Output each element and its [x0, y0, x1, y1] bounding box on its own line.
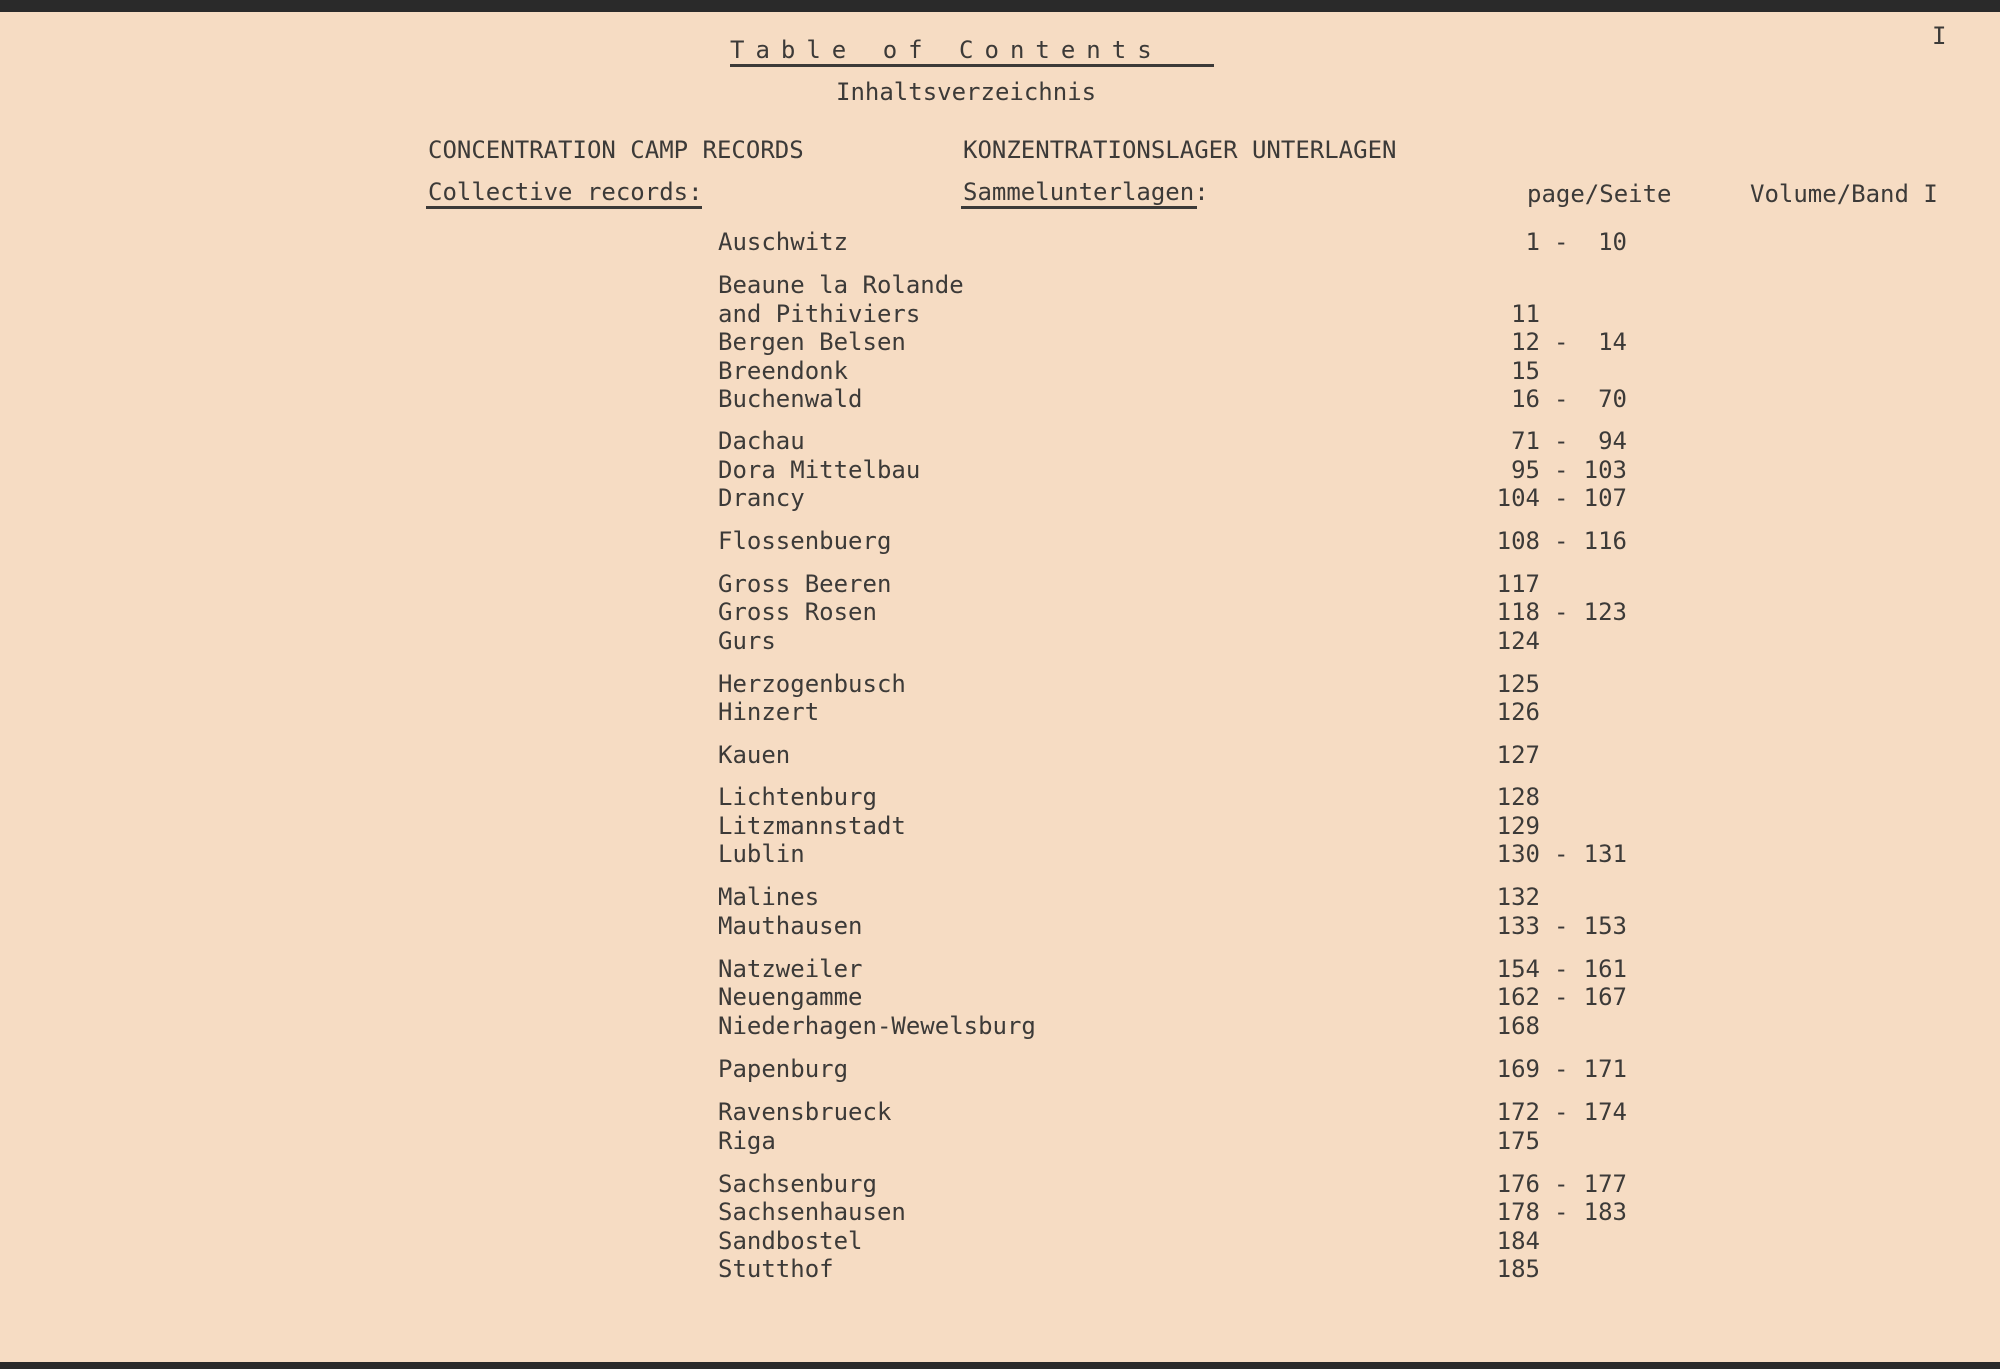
toc-entry — [0, 456, 2000, 486]
toc-entry-end-page: 10 — [1598, 228, 1627, 256]
toc-entry — [0, 357, 2000, 387]
toc-entry-start-page: 126 — [1496, 698, 1540, 726]
toc-entry-name: Bergen Belsen — [718, 328, 906, 356]
toc-entry-name: Neuengamme — [718, 983, 863, 1011]
toc-entry-start-page: 1 — [1525, 228, 1540, 256]
toc-entry-range-dash: - — [1554, 1098, 1569, 1126]
toc-entry-range-dash: - — [1554, 1170, 1569, 1198]
toc-entry — [0, 783, 2000, 813]
toc-entry-end-page: 161 — [1583, 955, 1627, 983]
toc-entry-name: and Pithiviers — [718, 300, 921, 328]
toc-entry-start-page: 130 — [1496, 840, 1540, 868]
page-roman-numeral: I — [1932, 22, 1947, 50]
toc-entry-name: Ravensbrueck — [718, 1098, 892, 1126]
toc-entry-start-page: 168 — [1496, 1012, 1540, 1040]
toc-entry-range-dash: - — [1554, 385, 1569, 413]
toc-entry-start-page: 169 — [1496, 1055, 1540, 1083]
toc-entry-start-page: 125 — [1496, 670, 1540, 698]
toc-entry — [0, 1012, 2000, 1042]
toc-entry-range-dash: - — [1554, 955, 1569, 983]
toc-entry-name: Mauthausen — [718, 912, 863, 940]
toc-entry-start-page: 15 — [1511, 357, 1540, 385]
toc-entry-start-page: 162 — [1496, 983, 1540, 1011]
toc-entry — [0, 627, 2000, 657]
toc-entry-name: Herzogenbusch — [718, 670, 906, 698]
toc-entry — [0, 883, 2000, 913]
toc-entry-start-page: 132 — [1496, 883, 1540, 911]
toc-entry-start-page: 11 — [1511, 300, 1540, 328]
page-title: Table of Contents — [730, 36, 1163, 64]
toc-entry — [0, 955, 2000, 985]
toc-entry-end-page: 183 — [1583, 1198, 1627, 1226]
toc-entry — [0, 1198, 2000, 1228]
toc-entry — [0, 812, 2000, 842]
toc-entry-name: Beaune la Rolande — [718, 271, 964, 299]
toc-entry — [0, 484, 2000, 514]
toc-entry — [0, 741, 2000, 771]
toc-entry — [0, 271, 2000, 301]
toc-entry-start-page: 128 — [1496, 783, 1540, 811]
toc-entry-start-page: 71 — [1511, 427, 1540, 455]
toc-entry-name: Dachau — [718, 427, 805, 455]
toc-entry-end-page: 70 — [1598, 385, 1627, 413]
toc-entry — [0, 300, 2000, 330]
toc-entry-name: Dora Mittelbau — [718, 456, 921, 484]
toc-entry-end-page: 123 — [1583, 598, 1627, 626]
toc-entry-start-page: 178 — [1496, 1198, 1540, 1226]
toc-entry-name: Litzmannstadt — [718, 812, 906, 840]
toc-entry-start-page: 12 — [1511, 328, 1540, 356]
toc-entry — [0, 1227, 2000, 1257]
toc-entry — [0, 983, 2000, 1013]
toc-entry — [0, 228, 2000, 258]
toc-entry-name: Buchenwald — [718, 385, 863, 413]
toc-entry-name: Malines — [718, 883, 820, 911]
toc-entry-range-dash: - — [1554, 840, 1569, 868]
toc-entry-name: Kauen — [718, 741, 791, 769]
toc-entry-start-page: 176 — [1496, 1170, 1540, 1198]
heading-german: KONZENTRATIONSLAGER UNTERLAGEN — [963, 136, 1397, 164]
toc-entry-end-page: 171 — [1583, 1055, 1627, 1083]
toc-entry-end-page: 174 — [1583, 1098, 1627, 1126]
toc-entry-end-page: 177 — [1583, 1170, 1627, 1198]
toc-entry-start-page: 124 — [1496, 627, 1540, 655]
toc-entry-end-page: 167 — [1583, 983, 1627, 1011]
document-page — [0, 12, 2000, 1362]
toc-entry-name: Drancy — [718, 484, 805, 512]
toc-entry-start-page: 133 — [1496, 912, 1540, 940]
subheading-english-underline — [426, 206, 702, 209]
toc-entry-start-page: 104 — [1496, 484, 1540, 512]
toc-entry-name: Niederhagen-Wewelsburg — [718, 1012, 1036, 1040]
toc-entry-range-dash: - — [1554, 484, 1569, 512]
toc-entry-range-dash: - — [1554, 427, 1569, 455]
toc-entry-name: Lichtenburg — [718, 783, 877, 811]
subheading-english: Collective records: — [428, 178, 703, 206]
toc-entry-name: Flossenbuerg — [718, 527, 892, 555]
toc-entry-name: Lublin — [718, 840, 805, 868]
toc-entry-start-page: 95 — [1511, 456, 1540, 484]
column-header-volume: Volume/Band I — [1750, 180, 1938, 208]
toc-entry-start-page: 108 — [1496, 527, 1540, 555]
toc-entry-name: Sachsenhausen — [718, 1198, 906, 1226]
toc-entry — [0, 1127, 2000, 1157]
toc-entry-start-page: 118 — [1496, 598, 1540, 626]
subheading-german: Sammelunterlagen: — [963, 178, 1209, 206]
toc-entry-range-dash: - — [1554, 228, 1569, 256]
toc-entry-start-page: 175 — [1496, 1127, 1540, 1155]
toc-entry — [0, 1055, 2000, 1085]
toc-entry-end-page: 14 — [1598, 328, 1627, 356]
toc-entry — [0, 1098, 2000, 1128]
toc-entry-start-page: 154 — [1496, 955, 1540, 983]
toc-entry-end-page: 94 — [1598, 427, 1627, 455]
toc-entry-end-page: 131 — [1583, 840, 1627, 868]
toc-entry — [0, 698, 2000, 728]
toc-entry-name: Breendonk — [718, 357, 849, 385]
heading-english: CONCENTRATION CAMP RECORDS — [428, 136, 804, 164]
toc-entry-end-page: 103 — [1583, 456, 1627, 484]
toc-entry-name: Papenburg — [718, 1055, 849, 1083]
toc-entry-name: Auschwitz — [718, 228, 849, 256]
toc-entry-name: Gurs — [718, 627, 776, 655]
toc-entry-range-dash: - — [1554, 1055, 1569, 1083]
toc-entry — [0, 1170, 2000, 1200]
toc-entry-range-dash: - — [1554, 983, 1569, 1011]
toc-entry-start-page: 129 — [1496, 812, 1540, 840]
title-underline — [730, 64, 1214, 67]
toc-entry-name: Hinzert — [718, 698, 820, 726]
toc-entry-end-page: 116 — [1583, 527, 1627, 555]
toc-entry — [0, 527, 2000, 557]
toc-entry-name: Sandbostel — [718, 1227, 863, 1255]
toc-entry — [0, 570, 2000, 600]
toc-entry — [0, 1255, 2000, 1285]
column-header-page: page/Seite — [1527, 180, 1672, 208]
subheading-german-underline — [961, 206, 1197, 209]
toc-entry-range-dash: - — [1554, 328, 1569, 356]
toc-entry-range-dash: - — [1554, 456, 1569, 484]
toc-entry-name: Natzweiler — [718, 955, 863, 983]
toc-entry-range-dash: - — [1554, 1198, 1569, 1226]
toc-entry-start-page: 16 — [1511, 385, 1540, 413]
toc-entry-name: Stutthof — [718, 1255, 834, 1283]
toc-entry — [0, 840, 2000, 870]
toc-entry-name: Riga — [718, 1127, 776, 1155]
toc-entry — [0, 670, 2000, 700]
toc-entry-end-page: 107 — [1583, 484, 1627, 512]
toc-entry-end-page: 153 — [1583, 912, 1627, 940]
toc-entry — [0, 328, 2000, 358]
toc-entry-start-page: 127 — [1496, 741, 1540, 769]
toc-entry — [0, 385, 2000, 415]
toc-entry-start-page: 117 — [1496, 570, 1540, 598]
toc-entry — [0, 598, 2000, 628]
toc-entry-start-page: 172 — [1496, 1098, 1540, 1126]
toc-entry-range-dash: - — [1554, 912, 1569, 940]
toc-entry-name: Gross Beeren — [718, 570, 892, 598]
toc-entry-start-page: 184 — [1496, 1227, 1540, 1255]
toc-entry-name: Gross Rosen — [718, 598, 877, 626]
toc-entry — [0, 427, 2000, 457]
toc-entry-start-page: 185 — [1496, 1255, 1540, 1283]
page-subtitle: Inhaltsverzeichnis — [836, 78, 1097, 106]
toc-entry-name: Sachsenburg — [718, 1170, 877, 1198]
toc-entry-range-dash: - — [1554, 598, 1569, 626]
toc-entry-range-dash: - — [1554, 527, 1569, 555]
toc-entry — [0, 912, 2000, 942]
